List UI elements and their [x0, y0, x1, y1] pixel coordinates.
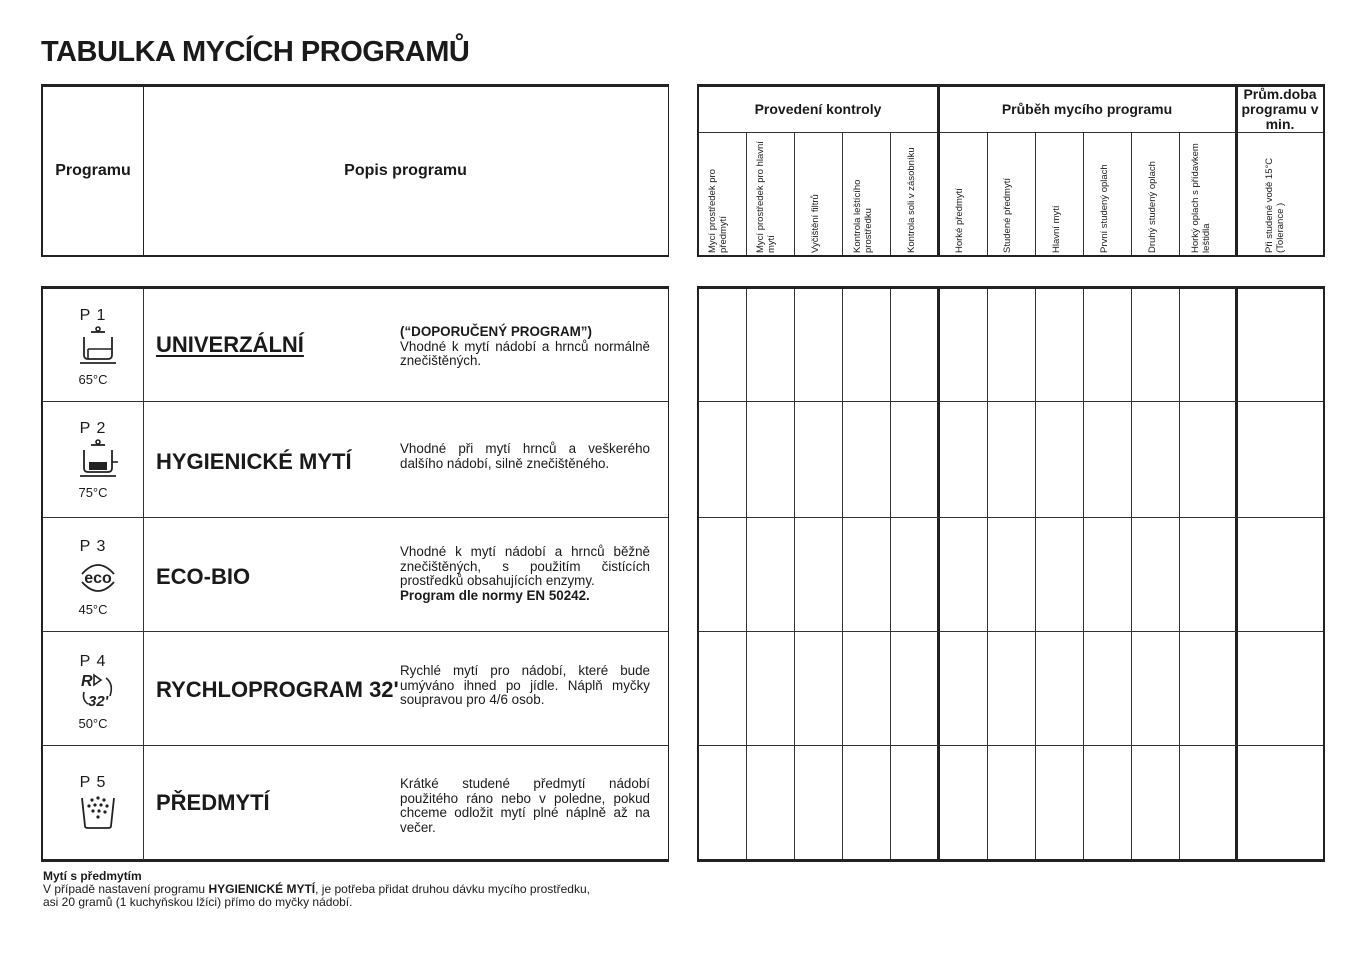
description-emphasis: (“DOPORUČENÝ PROGRAM”)	[400, 324, 592, 339]
grid-column-line	[987, 289, 988, 859]
program-row-p5	[43, 745, 668, 860]
description-text: Vhodné k mytí nádobí a hrnců normálně znečištěných.	[400, 338, 650, 368]
program-name: UNIVERZÁLNÍ	[156, 332, 304, 357]
description-text: Vhodné k mytí nádobí a hrnců běžně znečištěných, s použitím čistících prostředků obsahujících enzymy.	[400, 544, 650, 588]
column-label: Hlavní mytí	[1051, 205, 1062, 253]
program-description	[400, 777, 650, 835]
header-divider	[699, 132, 1323, 133]
program-code: P 1	[79, 307, 107, 324]
column-label: Mycí prostředek pro předmytí	[707, 169, 729, 253]
program-cell	[43, 518, 144, 632]
header-description: Popis programu	[344, 162, 467, 179]
svg-text:eco: eco	[84, 570, 112, 587]
program-row-p4	[43, 631, 668, 746]
column-divider	[1179, 132, 1180, 255]
grid-column-line	[1179, 289, 1180, 859]
description-text: Vhodné při mytí hrnců a veškerého dalšího nádobí, silně znečištěného.	[400, 441, 650, 471]
program-name: RYCHLOPROGRAM 32'	[156, 677, 399, 702]
grid-column-line	[1083, 289, 1084, 859]
description-text: Krátké studené předmytí nádobí použitého ráno nebo v poledne, pokud chceme odložit mytí plné náplně až na večer.	[400, 776, 650, 835]
program-description	[400, 664, 650, 708]
column-divider	[890, 132, 891, 255]
note-text: , je potřeba přidat druhou dávku mycího prostředku,	[315, 882, 590, 896]
program-name: ECO-BIO	[156, 564, 251, 589]
program-row-p1	[43, 289, 668, 401]
grid-column-line	[794, 289, 795, 859]
description-norm: Program dle normy EN 50242.	[400, 587, 590, 603]
page-title: TABULKA MYCÍCH PROGRAMŮ	[41, 36, 470, 68]
column-label: Kontrola leštícího prostředku	[852, 179, 874, 253]
program-temperature: 75°C	[78, 485, 108, 500]
group-divider	[937, 87, 940, 255]
note-program-name: HYGIENICKÉ MYTÍ	[208, 882, 316, 896]
prewash-spray-icon	[78, 792, 118, 832]
column-divider	[842, 132, 843, 255]
program-code: P 3	[79, 538, 107, 555]
grid-row-line	[699, 745, 1323, 746]
group-time-header: Prům.doba programu v min.	[1241, 86, 1319, 132]
program-row-p2	[43, 401, 668, 518]
column-divider	[987, 132, 988, 255]
grid-column-line	[842, 289, 843, 859]
group-control-header: Provedení kontroly	[754, 101, 882, 117]
note-text: V případě nastavení programu	[43, 882, 209, 896]
hot-pot-icon	[78, 438, 118, 478]
program-table	[41, 286, 669, 862]
column-label: Druhý studený oplach	[1147, 161, 1158, 253]
grid-column-line	[1035, 289, 1036, 859]
group-progress-header: Průběh mycího programu	[1001, 101, 1173, 117]
grid-row-line	[699, 517, 1323, 518]
column-divider	[794, 132, 795, 255]
column-label: První studený oplach	[1099, 164, 1110, 253]
program-code: P 5	[79, 774, 107, 791]
program-temperature: 45°C	[78, 602, 108, 617]
pot-icon	[78, 325, 118, 365]
column-divider	[746, 132, 747, 255]
column-divider	[1083, 132, 1084, 255]
svg-text:R: R	[81, 673, 93, 690]
column-label: Mycí prostředek pro hlavní mytí	[755, 141, 777, 253]
column-label: Kontrola soli v zásobníku	[906, 147, 917, 253]
grid-group-line	[1235, 289, 1238, 859]
program-cell	[43, 289, 144, 401]
program-description	[400, 545, 650, 603]
program-temperature: 65°C	[78, 372, 108, 387]
header-program: Programu	[43, 87, 144, 255]
grid-row-line	[699, 401, 1323, 402]
program-cell	[43, 746, 144, 860]
column-label: Horký oplach s přídavkem leštidla	[1190, 143, 1212, 253]
right-table-header	[697, 84, 1325, 257]
column-label: Horké předmytí	[954, 188, 965, 253]
column-label: Při studené vodě 15°C (Tolerance )	[1264, 157, 1286, 253]
program-cell	[43, 402, 144, 518]
rapid-32-icon	[78, 670, 118, 710]
grid-column-line	[890, 289, 891, 859]
prewash-note	[43, 870, 683, 909]
program-temperature: 50°C	[78, 716, 108, 731]
program-description	[400, 442, 650, 471]
program-name: HYGIENICKÉ MYTÍ	[156, 449, 352, 474]
grid-row-line	[699, 631, 1323, 632]
checklist-grid	[697, 286, 1325, 862]
note-line-2: asi 20 gramů (1 kuchyňskou lžíci) přímo do myčky nádobí.	[43, 895, 353, 909]
program-code: P 4	[79, 653, 107, 670]
column-label: Studené předmytí	[1002, 178, 1013, 253]
program-code: P 2	[79, 420, 107, 437]
program-name: PŘEDMYTÍ	[156, 790, 270, 815]
eco-icon	[78, 558, 118, 598]
column-label: Vyčištění filtrů	[810, 194, 821, 253]
column-divider	[1035, 132, 1036, 255]
description-text: Rychlé mytí pro nádobí, které bude umýváno ihned po jídle. Náplň myčky soupravou pro 4/6 osob.	[400, 663, 650, 707]
column-divider	[1131, 132, 1132, 255]
program-cell	[43, 632, 144, 746]
left-table-header	[41, 84, 669, 257]
svg-text:32': 32'	[88, 693, 109, 710]
note-title: Mytí s předmytím	[43, 869, 142, 883]
group-divider	[1235, 87, 1238, 255]
grid-column-line	[1131, 289, 1132, 859]
grid-column-line	[746, 289, 747, 859]
grid-group-line	[937, 289, 940, 859]
program-row-p3	[43, 517, 668, 632]
program-description	[400, 325, 650, 369]
